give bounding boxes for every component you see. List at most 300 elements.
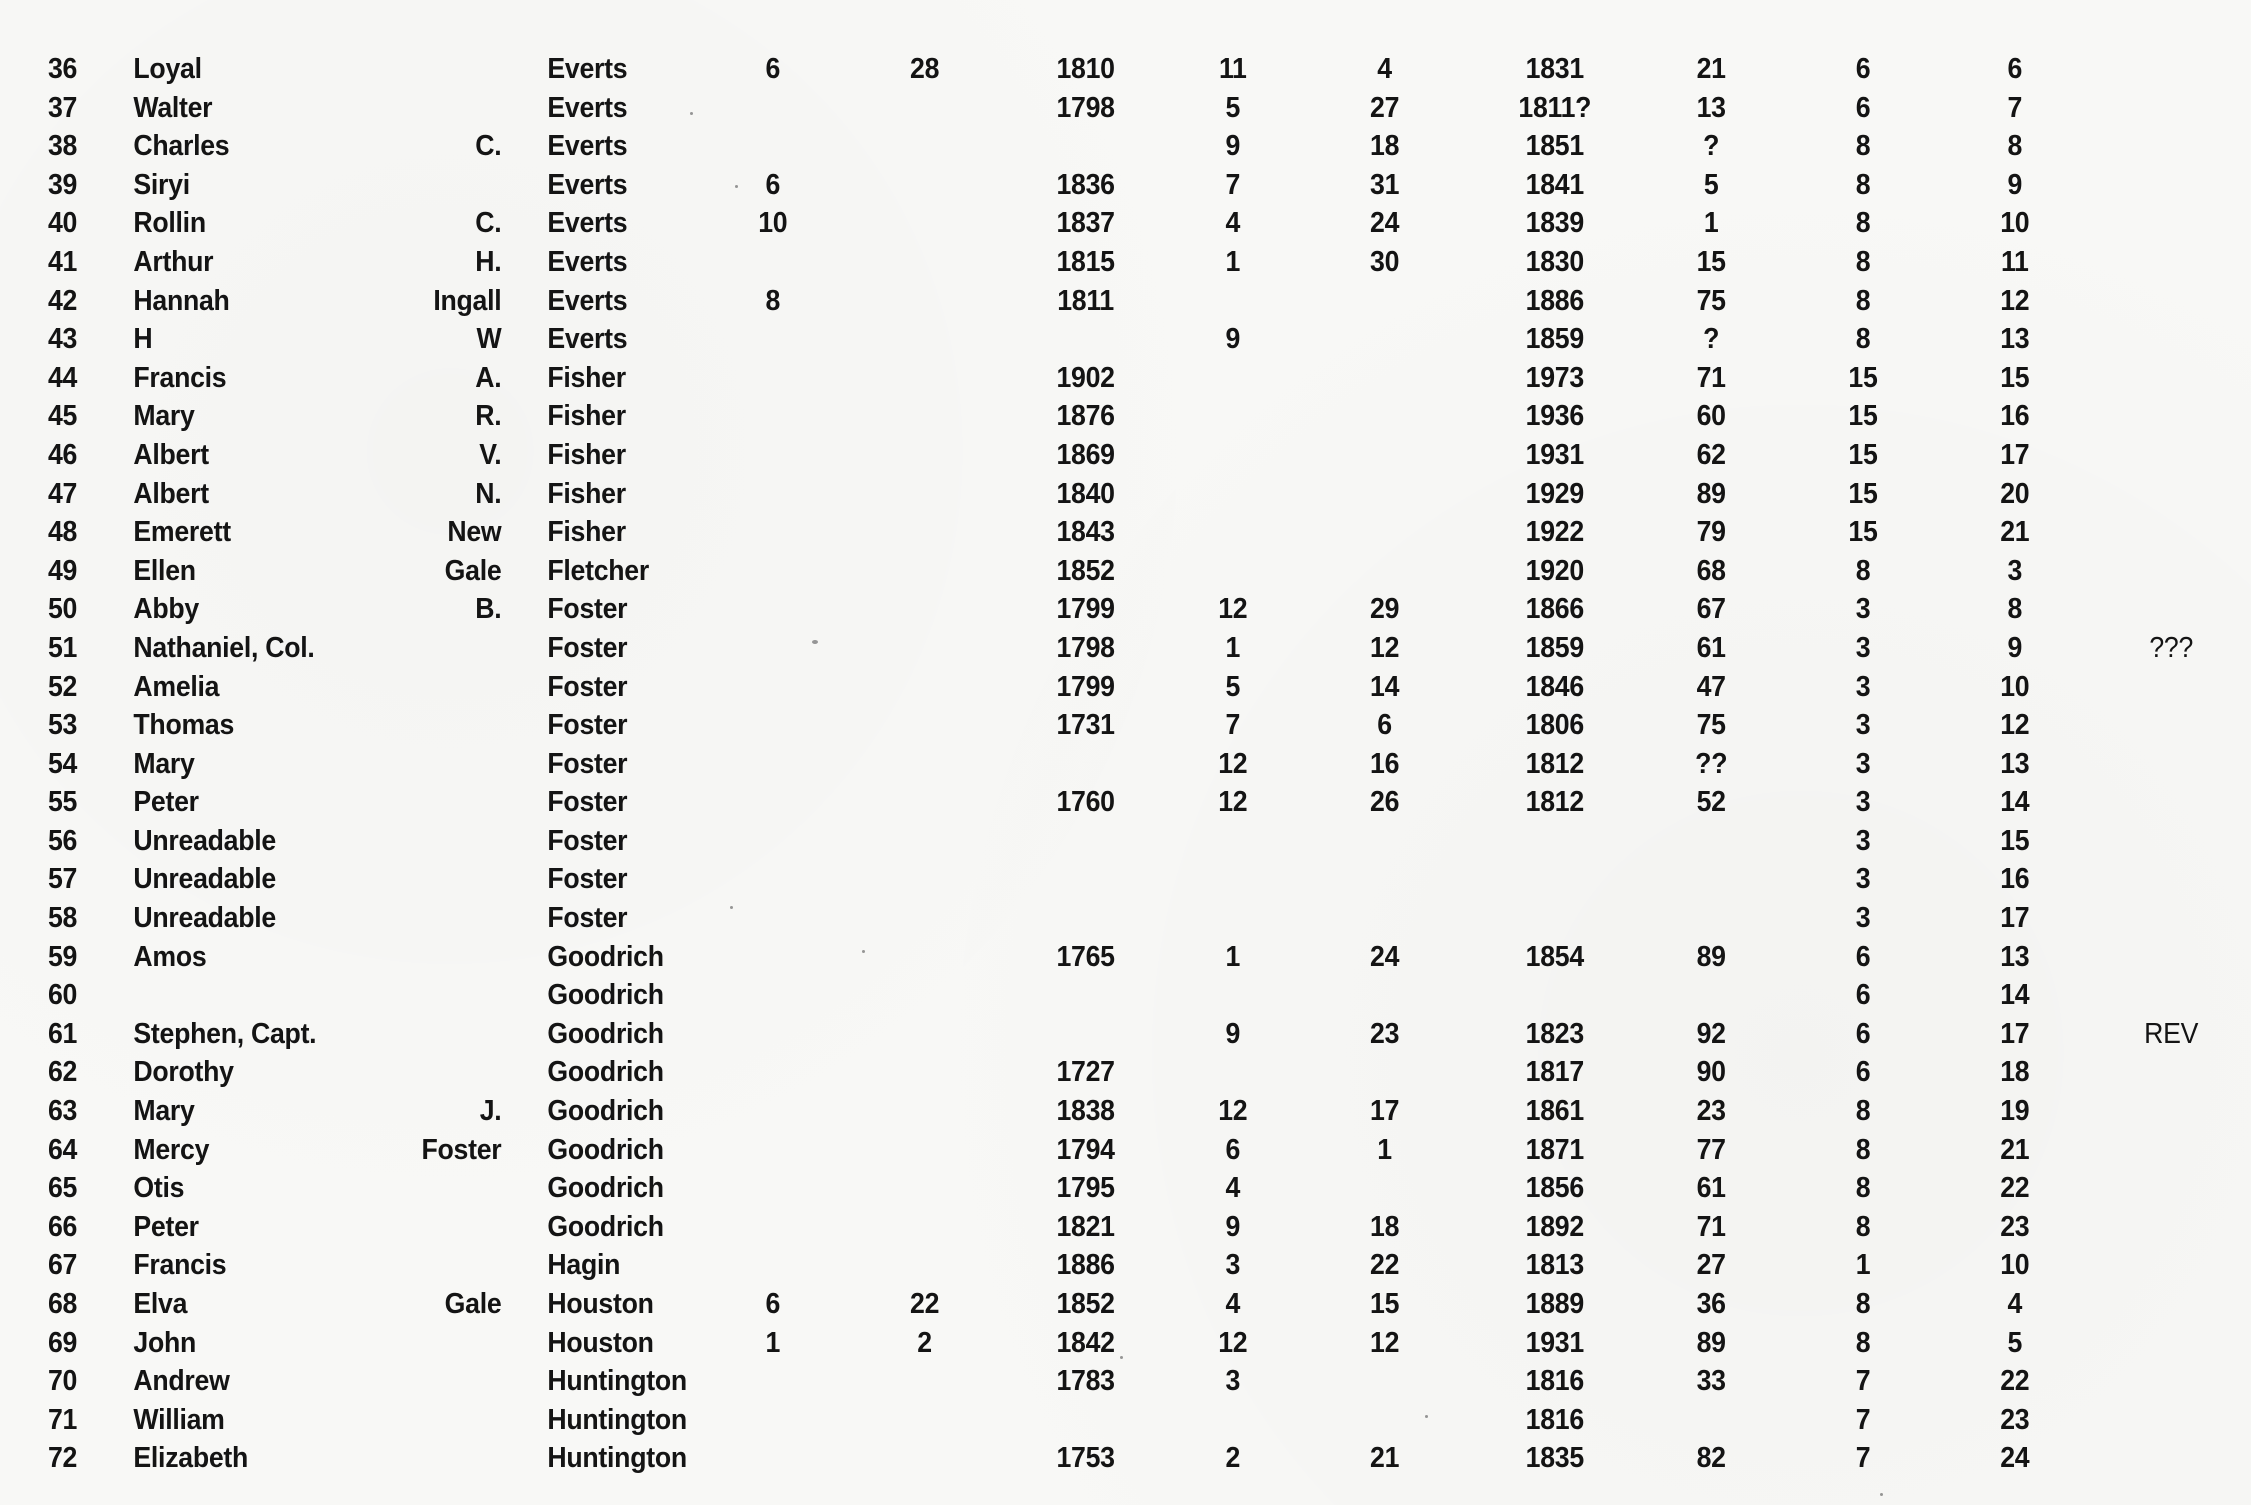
table-row	[0, 436, 2071, 475]
middle-name-cell: A.	[475, 361, 502, 394]
first-name-cell: Andrew	[133, 1365, 230, 1398]
lot-cell: 15	[2000, 824, 2030, 857]
middle-name-cell: Foster	[421, 1133, 502, 1166]
month-cell: 4	[1225, 207, 1241, 240]
death-year-cell: 1859	[1525, 323, 1584, 356]
surname-cell: Everts	[547, 91, 628, 124]
table-row	[0, 629, 2194, 668]
middle-name-cell: New	[447, 516, 502, 549]
section-cell: 15	[1848, 477, 1878, 510]
month-cell: 9	[1225, 1210, 1241, 1243]
surname-cell: Foster	[547, 670, 628, 703]
day-cell: 29	[1370, 593, 1400, 626]
death-year-cell: 1851	[1525, 130, 1584, 163]
age-cell: 89	[1696, 940, 1726, 973]
section-cell: 8	[1855, 1326, 1871, 1359]
lot-cell: 12	[2000, 709, 2030, 742]
surname-cell: Goodrich	[547, 979, 664, 1012]
section-cell: 15	[1848, 438, 1878, 471]
age-cell: 60	[1696, 400, 1726, 433]
day-cell: 18	[1370, 130, 1400, 163]
lot-cell: 13	[2000, 747, 2030, 780]
lot-cell: 21	[2000, 516, 2030, 549]
birth-year-cell: 1760	[1056, 786, 1115, 819]
day-cell: 12	[1370, 631, 1400, 664]
section-cell: 8	[1855, 1095, 1871, 1128]
lot-cell: 10	[2000, 207, 2030, 240]
age-cell: 27	[1696, 1249, 1726, 1282]
table-row	[0, 976, 2071, 1015]
surname-cell: Houston	[547, 1326, 654, 1359]
middle-name-cell: C.	[475, 207, 502, 240]
month-cell: 3	[1225, 1249, 1241, 1282]
lot-cell: 15	[2000, 361, 2030, 394]
record-number: 51	[47, 631, 78, 664]
lot-cell: 13	[2000, 323, 2030, 356]
lot-cell: 23	[2000, 1210, 2030, 1243]
table-row	[0, 243, 2071, 282]
record-number: 72	[47, 1442, 78, 1475]
age-cell: 71	[1696, 361, 1726, 394]
record-number: 57	[47, 863, 78, 896]
section-cell: 6	[1855, 91, 1871, 124]
death-year-cell: 1811?	[1518, 91, 1592, 124]
lot-cell: 20	[2000, 477, 2030, 510]
table-row	[0, 397, 2071, 436]
scan-speck	[1120, 1356, 1123, 1359]
col-b-cell: 28	[910, 53, 940, 85]
table-row	[0, 899, 2071, 938]
surname-cell: Foster	[547, 631, 628, 664]
middle-name-cell: W	[476, 323, 502, 356]
surname-cell: Goodrich	[547, 1017, 664, 1050]
section-cell: 3	[1855, 786, 1871, 819]
record-number: 53	[47, 709, 78, 742]
death-year-cell: 1841	[1525, 168, 1584, 201]
record-number: 60	[47, 979, 78, 1012]
middle-name-cell: Ingall	[433, 284, 502, 317]
day-cell: 21	[1370, 1442, 1400, 1475]
middle-name-cell: Gale	[444, 1288, 502, 1320]
first-name-cell: H	[133, 323, 153, 356]
table-row	[0, 1053, 2071, 1092]
first-name-cell: Mercy	[133, 1133, 210, 1166]
birth-year-cell: 1727	[1056, 1056, 1115, 1089]
table-row	[0, 127, 2071, 166]
birth-year-cell: 1837	[1056, 207, 1115, 240]
surname-cell: Foster	[547, 786, 628, 819]
birth-year-cell: 1821	[1056, 1210, 1115, 1243]
lot-cell: 11	[2000, 245, 2029, 278]
table-row	[0, 1015, 2199, 1054]
surname-cell: Everts	[547, 245, 628, 278]
scan-speck	[735, 185, 738, 188]
lot-cell: 22	[2000, 1172, 2030, 1205]
age-cell: ?	[1703, 130, 1720, 163]
record-number: 65	[47, 1172, 78, 1205]
age-cell: 47	[1696, 670, 1726, 703]
age-cell: 21	[1696, 53, 1726, 85]
first-name-cell: Hannah	[133, 284, 230, 317]
first-name-cell: Francis	[133, 1249, 227, 1282]
death-year-cell: 1830	[1525, 245, 1584, 278]
birth-year-cell: 1902	[1056, 361, 1115, 394]
birth-year-cell: 1795	[1056, 1172, 1115, 1205]
surname-cell: Foster	[547, 709, 628, 742]
table-row	[0, 475, 2071, 514]
age-cell: 79	[1696, 516, 1726, 549]
first-name-cell: John	[133, 1326, 197, 1359]
table-row	[0, 590, 2071, 629]
section-cell: 6	[1855, 53, 1871, 85]
surname-cell: Everts	[547, 284, 628, 317]
first-name-cell: Mary	[133, 747, 195, 780]
surname-cell: Goodrich	[547, 1056, 664, 1089]
surname-cell: Fisher	[547, 516, 626, 549]
surname-cell: Huntington	[547, 1442, 687, 1475]
death-year-cell: 1812	[1525, 747, 1584, 780]
table-row	[0, 1285, 2071, 1324]
age-cell: 36	[1696, 1288, 1726, 1320]
record-number: 56	[47, 824, 78, 857]
section-cell: 6	[1855, 1017, 1871, 1050]
surname-cell: Goodrich	[547, 940, 664, 973]
month-cell: 5	[1225, 91, 1241, 124]
birth-year-cell: 1840	[1056, 477, 1115, 510]
month-cell: 2	[1225, 1442, 1241, 1475]
section-cell: 8	[1855, 130, 1871, 163]
record-number: 71	[47, 1403, 78, 1436]
surname-cell: Hagin	[547, 1249, 621, 1282]
record-number: 70	[47, 1365, 78, 1398]
record-number: 42	[47, 284, 78, 317]
table-row	[0, 513, 2071, 552]
surname-cell: Foster	[547, 824, 628, 857]
section-cell: 7	[1855, 1442, 1871, 1475]
first-name-cell: Amos	[133, 940, 207, 973]
death-year-cell: 1866	[1525, 593, 1584, 626]
record-number: 55	[47, 786, 78, 819]
death-year-cell: 1835	[1525, 1442, 1584, 1475]
month-cell: 7	[1225, 168, 1241, 201]
record-number: 54	[47, 747, 78, 780]
day-cell: 4	[1377, 53, 1392, 85]
death-year-cell: 1812	[1525, 786, 1584, 819]
age-cell: 62	[1696, 438, 1726, 471]
age-cell: 5	[1703, 168, 1719, 201]
record-number: 58	[47, 902, 78, 935]
section-cell: 1	[1855, 1249, 1871, 1282]
first-name-cell: Stephen, Capt.	[133, 1017, 317, 1050]
record-number: 39	[47, 168, 78, 201]
section-cell: 6	[1855, 1056, 1871, 1089]
table-row	[0, 1208, 2071, 1247]
record-number: 47	[47, 477, 78, 510]
first-name-cell: Unreadable	[133, 824, 276, 857]
lot-cell: 17	[2000, 902, 2030, 935]
first-name-cell: Nathaniel, Col.	[133, 631, 315, 664]
month-cell: 1	[1225, 940, 1241, 973]
death-year-cell: 1816	[1525, 1403, 1584, 1436]
first-name-cell: Albert	[133, 477, 209, 510]
section-cell: 8	[1855, 207, 1871, 240]
note-cell: REV	[2144, 1017, 2199, 1050]
first-name-cell: Amelia	[133, 670, 220, 703]
lot-cell: 14	[2000, 979, 2030, 1012]
first-name-cell: Peter	[133, 786, 199, 819]
section-cell: 6	[1855, 979, 1871, 1012]
surname-cell: Everts	[547, 207, 628, 240]
birth-year-cell: 1753	[1056, 1442, 1115, 1475]
month-cell: 9	[1225, 130, 1241, 163]
first-name-cell: Elva	[133, 1288, 188, 1320]
month-cell: 12	[1218, 747, 1248, 780]
surname-cell: Foster	[547, 863, 628, 896]
day-cell: 12	[1370, 1326, 1400, 1359]
month-cell: 9	[1225, 323, 1241, 356]
age-cell: 61	[1696, 631, 1726, 664]
first-name-cell: Thomas	[133, 709, 235, 742]
surname-cell: Fisher	[547, 438, 626, 471]
lot-cell: 12	[2000, 284, 2030, 317]
month-cell: 9	[1225, 1017, 1241, 1050]
table-row	[0, 1401, 2071, 1440]
lot-cell: 21	[2000, 1133, 2030, 1166]
death-year-cell: 1823	[1525, 1017, 1584, 1050]
record-number: 52	[47, 670, 78, 703]
middle-name-cell: V.	[479, 438, 502, 471]
col-b-cell: 22	[910, 1288, 940, 1320]
day-cell: 17	[1370, 1095, 1400, 1128]
death-year-cell: 1831	[1525, 53, 1584, 85]
month-cell: 1	[1225, 631, 1241, 664]
first-name-cell: Mary	[133, 1095, 195, 1128]
age-cell: 82	[1696, 1442, 1726, 1475]
birth-year-cell: 1838	[1056, 1095, 1115, 1128]
age-cell: 92	[1696, 1017, 1726, 1050]
birth-year-cell: 1798	[1056, 91, 1115, 124]
first-name-cell: Rollin	[133, 207, 206, 240]
surname-cell: Goodrich	[547, 1210, 664, 1243]
first-name-cell: Dorothy	[133, 1056, 234, 1089]
surname-cell: Goodrich	[547, 1172, 664, 1205]
birth-year-cell: 1815	[1056, 245, 1115, 278]
birth-year-cell: 1810	[1056, 53, 1115, 85]
first-name-cell: Ellen	[133, 554, 196, 587]
col-a-cell: 6	[765, 168, 781, 201]
first-name-cell: Walter	[133, 91, 213, 124]
age-cell: 61	[1696, 1172, 1726, 1205]
table-row	[0, 668, 2071, 707]
death-year-cell: 1854	[1525, 940, 1584, 973]
table-row	[0, 938, 2071, 977]
table-row	[0, 706, 2071, 745]
age-cell: 68	[1696, 554, 1726, 587]
age-cell: 15	[1696, 245, 1726, 278]
record-number: 43	[47, 323, 78, 356]
lot-cell: 16	[2000, 863, 2030, 896]
death-year-cell: 1806	[1525, 709, 1584, 742]
table-row	[0, 1131, 2071, 1170]
section-cell: 6	[1855, 940, 1871, 973]
birth-year-cell: 1794	[1056, 1133, 1115, 1166]
middle-name-cell: H.	[475, 245, 502, 278]
month-cell: 12	[1218, 593, 1248, 626]
day-cell: 24	[1370, 207, 1400, 240]
table-row	[0, 359, 2071, 398]
record-number: 44	[47, 361, 78, 394]
surname-cell: Everts	[547, 53, 628, 85]
section-cell: 15	[1848, 516, 1878, 549]
section-cell: 3	[1855, 670, 1871, 703]
birth-year-cell: 1843	[1056, 516, 1115, 549]
lot-cell: 16	[2000, 400, 2030, 433]
table-row	[0, 1169, 2071, 1208]
day-cell: 26	[1370, 786, 1400, 819]
section-cell: 8	[1855, 323, 1871, 356]
scan-speck	[862, 950, 865, 953]
section-cell: 3	[1855, 863, 1871, 896]
age-cell: 13	[1696, 91, 1726, 124]
birth-year-cell: 1799	[1056, 670, 1115, 703]
first-name-cell: Elizabeth	[133, 1442, 249, 1475]
age-cell: 90	[1696, 1056, 1726, 1089]
birth-year-cell: 1842	[1056, 1326, 1115, 1359]
record-number: 45	[47, 400, 78, 433]
section-cell: 15	[1848, 400, 1878, 433]
table-row	[0, 860, 2071, 899]
section-cell: 8	[1855, 1288, 1871, 1320]
month-cell: 12	[1218, 786, 1248, 819]
record-number: 41	[47, 245, 78, 278]
scan-speck	[730, 906, 733, 909]
middle-name-cell: B.	[475, 593, 502, 626]
table-row	[0, 282, 2071, 321]
section-cell: 8	[1855, 554, 1871, 587]
section-cell: 3	[1855, 709, 1871, 742]
month-cell: 3	[1225, 1365, 1241, 1398]
month-cell: 12	[1218, 1095, 1248, 1128]
first-name-cell: Unreadable	[133, 863, 276, 896]
surname-cell: Fisher	[547, 400, 626, 433]
birth-year-cell: 1876	[1056, 400, 1115, 433]
first-name-cell: Francis	[133, 361, 227, 394]
lot-cell: 9	[2007, 631, 2023, 664]
death-year-cell: 1861	[1525, 1095, 1584, 1128]
month-cell: 4	[1225, 1172, 1241, 1205]
section-cell: 15	[1848, 361, 1878, 394]
birth-year-cell: 1765	[1056, 940, 1115, 973]
surname-cell: Fletcher	[547, 554, 649, 587]
note-cell: ???	[2149, 631, 2194, 664]
scan-speck	[812, 640, 818, 644]
death-year-cell: 1817	[1525, 1056, 1584, 1089]
day-cell: 15	[1370, 1288, 1400, 1320]
table-row	[0, 89, 2071, 128]
death-year-cell: 1973	[1525, 361, 1584, 394]
table-row	[0, 745, 2071, 784]
section-cell: 3	[1855, 824, 1871, 857]
table-row	[0, 1439, 2071, 1478]
age-cell: 67	[1696, 593, 1726, 626]
birth-year-cell: 1836	[1056, 168, 1115, 201]
table-row	[0, 783, 2071, 822]
record-number: 38	[47, 130, 78, 163]
table-row	[0, 50, 2071, 89]
age-cell: 75	[1696, 284, 1726, 317]
surname-cell: Houston	[547, 1288, 654, 1320]
section-cell: 8	[1855, 245, 1871, 278]
surname-cell: Huntington	[547, 1365, 687, 1398]
death-year-cell: 1813	[1525, 1249, 1584, 1282]
record-number: 46	[47, 438, 78, 471]
lot-cell: 17	[2000, 1017, 2030, 1050]
surname-cell: Foster	[547, 593, 628, 626]
section-cell: 3	[1855, 747, 1871, 780]
record-number: 64	[47, 1133, 78, 1166]
death-year-cell: 1846	[1525, 670, 1584, 703]
section-cell: 8	[1855, 1172, 1871, 1205]
death-year-cell: 1889	[1525, 1288, 1584, 1320]
birth-year-cell: 1886	[1056, 1249, 1115, 1282]
death-year-cell: 1931	[1525, 438, 1584, 471]
scan-speck	[1880, 1493, 1883, 1496]
month-cell: 12	[1218, 1326, 1248, 1359]
age-cell: ?	[1703, 323, 1720, 356]
death-year-cell: 1920	[1525, 554, 1584, 587]
day-cell: 18	[1370, 1210, 1400, 1243]
surname-cell: Huntington	[547, 1403, 687, 1436]
death-year-cell: 1816	[1525, 1365, 1584, 1398]
age-cell: 71	[1696, 1210, 1726, 1243]
death-year-cell: 1892	[1525, 1210, 1584, 1243]
section-cell: 8	[1855, 1133, 1871, 1166]
month-cell: 6	[1225, 1133, 1241, 1166]
lot-cell: 18	[2000, 1056, 2030, 1089]
col-a-cell: 8	[765, 284, 781, 317]
surname-cell: Fisher	[547, 477, 626, 510]
section-cell: 3	[1855, 593, 1871, 626]
surname-cell: Foster	[547, 902, 628, 935]
age-cell: 75	[1696, 709, 1726, 742]
first-name-cell: Arthur	[133, 245, 214, 278]
lot-cell: 6	[2007, 53, 2023, 85]
birth-year-cell: 1852	[1056, 554, 1115, 587]
record-number: 67	[47, 1249, 78, 1282]
lot-cell: 4	[2007, 1288, 2023, 1320]
record-number: 66	[47, 1210, 78, 1243]
scan-speck	[1425, 1415, 1428, 1418]
first-name-cell: Emerett	[133, 516, 231, 549]
lot-cell: 13	[2000, 940, 2030, 973]
surname-cell: Goodrich	[547, 1133, 664, 1166]
first-name-cell: Albert	[133, 438, 209, 471]
record-number: 69	[47, 1326, 78, 1359]
lot-cell: 22	[2000, 1365, 2030, 1398]
lot-cell: 7	[2007, 91, 2023, 124]
day-cell: 6	[1377, 709, 1392, 742]
age-cell: 1	[1703, 207, 1719, 240]
age-cell: 52	[1696, 786, 1726, 819]
death-year-cell: 1922	[1525, 516, 1584, 549]
age-cell: 33	[1696, 1365, 1726, 1398]
death-year-cell: 1936	[1525, 400, 1584, 433]
surname-cell: Foster	[547, 747, 628, 780]
section-cell: 3	[1855, 902, 1871, 935]
table-row	[0, 1362, 2071, 1401]
first-name-cell: Mary	[133, 400, 195, 433]
record-number: 48	[47, 516, 78, 549]
